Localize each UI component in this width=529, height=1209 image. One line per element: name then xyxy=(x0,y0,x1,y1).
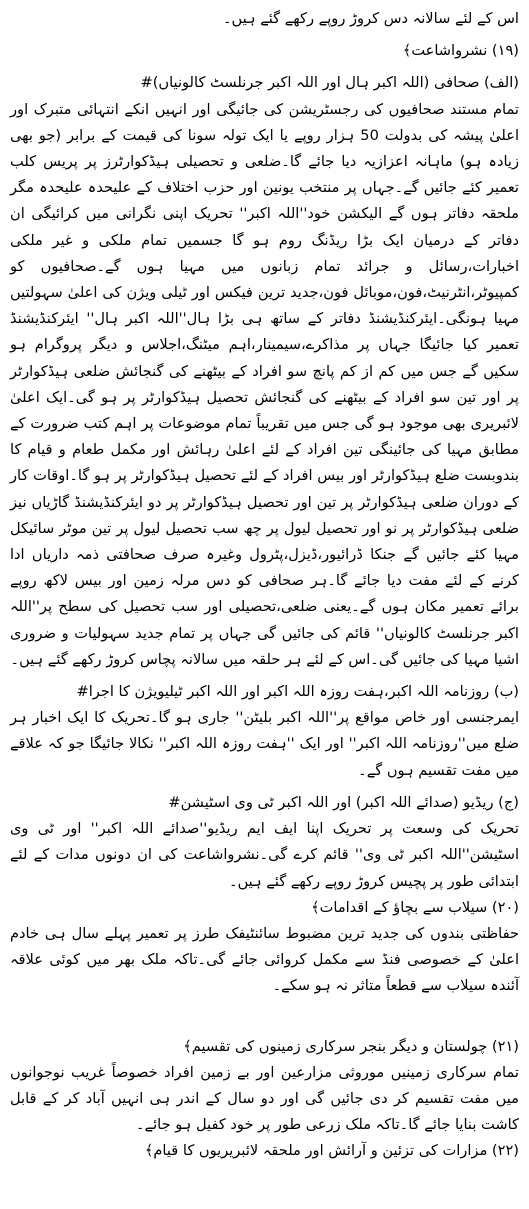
section-19a-body: تمام مستند صحافیوں کی رجسٹریشن کی جائیگی اور انہیں انکے انتہائی متبرک اور اعلیٰ پیشہ کی بدولت 50 ہزار روپے یا ایک تولہ سونا کی قیمت کے برابر (جو بھی زیادہ ہو) ماہانہ اعزازیہ دیا جائے گا۔ضلعی و تحصیلی ہیڈکوارٹرز پر پریس کلب تعمیر کئے جائیں گے۔جہاں پر منتخب یونین اور حزب اختلاف کے علیحدہ علیحدہ مگر ملحقہ دفاتر ہوں گے الیکشن خود''اللہ اکبر'' تحریک اپنی نگرانی میں کرائیگی ان دفاتر کے درمیان ایک بڑا ریڈنگ روم ہو گا جسمیں تمام ملکی و غیر ملکی اخبارات،رسائل و جرائد تمام زبانوں میں مہیا ہوں گے۔صحافیوں کو کمپیوٹر،انٹرنیٹ،فون،موبائل فون،جدید ترین فیکس اور ٹیلی ویژن کی اعلیٰ سہولتیں مہیا ہونگی۔ایئرکنڈیشنڈ دفاتر کے ساتھ ہی بڑا ہال''اللہ اکبر ہال'' ایئرکنڈیشنڈ تعمیر کیا جائیگا جہاں پر مذاکرے،سیمینار،اہم میٹنگ،اجلاس و دیگر پروگرام ہو سکیں گے جس میں کم از کم پانچ سو افراد کے بیٹھنے کی گنجائش ضلعی ہیڈکوارٹر پر اور تین سو افراد کے بیٹھنے کی گنجائش تحصیل ہیڈکوارٹر پر ہو گی۔ایک اعلیٰ لائبریری بھی موجود ہو گی جس میں تقریباً تمام موضوعات پر اہم کتب ضرورت کے مطابق مہیا کی جائینگی تین افراد کے لئے اعلیٰ رہائش اور مکمل طعام و قیام کا بندوبست ضلع ہیڈکوارٹر اور بیس افراد کے لئے تحصیل ہیڈکوارٹر پر ہو گا۔اوقات کار کے دوران ضلعی ہیڈکوارٹر پر تین اور تحصیل ہیڈکوارٹر پر دو ایئرکنڈیشنڈ گاڑیاں نیز ضلعی ہیڈکوارٹر پر نو اور تحصیل لیول پر چھ سب تحصیل لیول پر تین موٹر سائیکل مہیا کئے جائیں گے جنکا ڈرائیور،ڈیزل،پٹرول وغیرہ صرف صحافتی ذمہ داریاں ادا کرنے کے لئے مفت دیا جائے گا۔ہر صحافی کو دس مرلہ زمین اور بیس لاکھ روپے برائے تعمیر مکان ہوں گے۔یعنی ضلعی،تحصیلی اور سب تحصیل کی سطح پر''اللہ اکبر جرنلسٹ کالونیاں'' قائم کی جائیں گی جہاں پر تمام جدید سہولیات و ضروری اشیا مہیا کی جائیں گی۔اس کے لئے ہر حلقہ میں سالانہ پچاس کروڑ رکھے گئے ہیں۔ xyxy=(10,100,519,668)
section-19-heading: (۱۹) نشرواشاعت﴾ xyxy=(402,42,519,60)
section-19a-heading: (الف) صحافی (اللہ اکبر ہال اور اللہ اکبر جرنلسٹ کالونیاں)# xyxy=(140,74,519,92)
section-21-heading: (۲۱) چولستان و دیگر بنجر سرکاری زمینوں کی تقسیم﴾ xyxy=(183,1037,519,1055)
section-19b-body: ایمرجنسی اور خاص مواقع پر''اللہ اکبر بلیٹن'' جاری ہو گا۔تحریک کا ایک اخبار ہر ضلع میں''روزنامہ اللہ اکبر'' اور ایک ''ہفت روزہ اللہ اکبر'' نکالا جائیگا جو کہ علاقے میں مفت تقسیم ہوں گے۔ xyxy=(10,709,519,779)
section-19c-heading: (ج) ریڈیو (صدائے اللہ اکبر) اور اللہ اکبر ٹی وی اسٹیشن# xyxy=(168,793,519,811)
section-22-heading: (۲۲) مزارات کی تزئین و آرائش اور ملحقہ لائبریریوں کا قیام﴾ xyxy=(144,1142,519,1160)
section-21-body: تمام سرکاری زمینیں موروثی مزارعین اور بے زمین افراد خصوصاً غریب نوجوانوں میں مفت تقسیم کر دی جائیں گی اور دو سال کے اندر ہی انہیں آباد کر کے قابل کاشت بنایا جائے گا۔تاکہ ملک زرعی طور پر خود کفیل ہو جائے۔ xyxy=(10,1063,519,1134)
section-19c-body: تحریک کی وسعت پر تحریک اپنا ایف ایم ریڈیو''صدائے اللہ اکبر'' اور ٹی وی اسٹیشن''اللہ اکبر ٹی وی'' قائم کرے گی۔نشرواشاعت کی ان دونوں مدات کے لئے ابتدائی طور پر پچیس کروڑ روپے رکھے گئے ہیں۔ xyxy=(10,820,519,890)
intro-line: اس کے لئے سالانہ دس کروڑ روپے رکھے گئے ہیں۔ xyxy=(222,10,519,27)
section-19b-heading: (ب) روزنامہ اللہ اکبر،ہفت روزہ اللہ اکبر اور اللہ اکبر ٹیلیویژن کا اجرا# xyxy=(76,683,519,701)
section-20-body: حفاظتی بندوں کی جدید ترین مضبوط سائنٹیفک طرز پر تعمیر پہلے سال ہی خادم اعلیٰ کے خصوصی فنڈ سے مکمل کروائی جائے گی۔تاکہ ملک بھر میں کوئی علاقہ آئندہ سیلاب سے قطعاً متاثر نہ ہو سکے۔ xyxy=(10,924,519,995)
section-20-heading: (۲۰) سیلاب سے بچاؤ کے اقدامات﴾ xyxy=(311,898,519,916)
